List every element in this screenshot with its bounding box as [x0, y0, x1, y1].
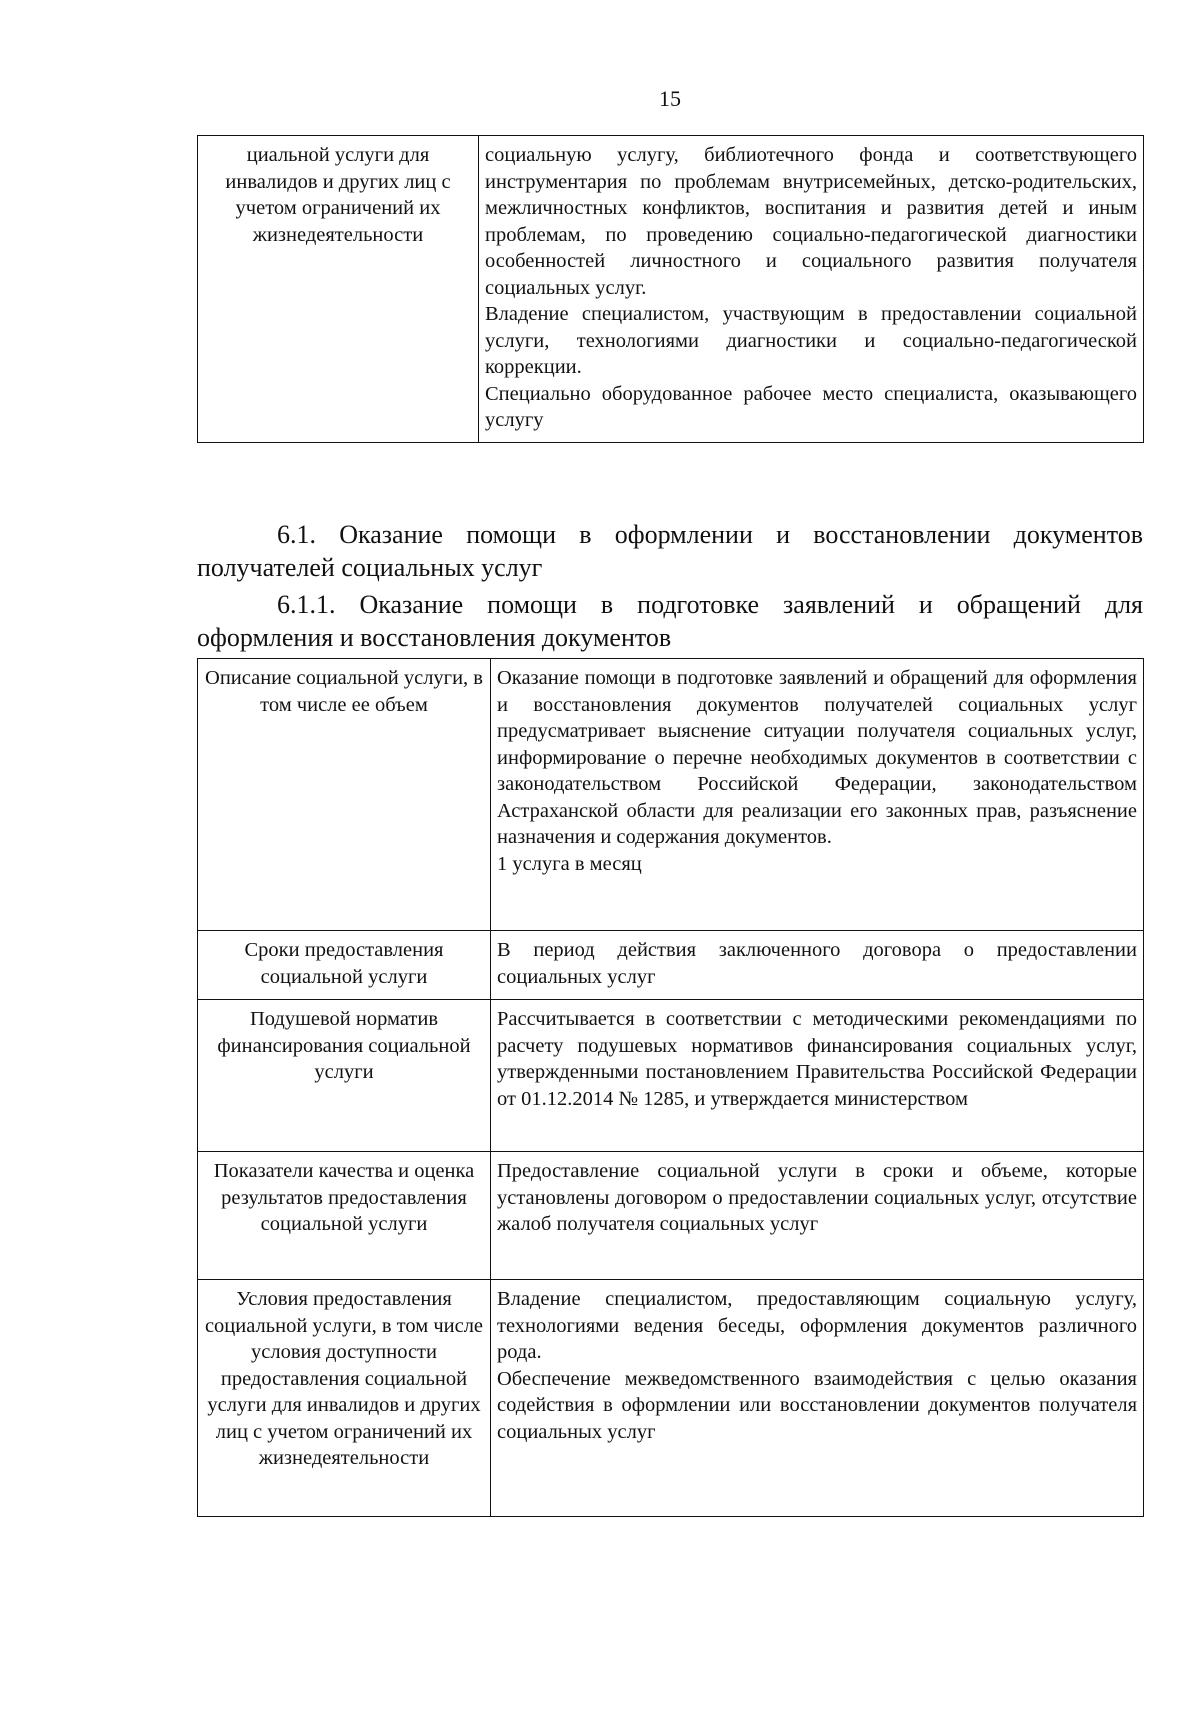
- table-row: [198, 1280, 1144, 1517]
- content-paragraph: Владение специалистом, участвующим в предоставлении социальной услуги, технологиями диагностики и социально-педагогической коррекции.: [485, 303, 1137, 378]
- table-row: [198, 136, 1144, 443]
- row-content-cell: [491, 931, 1144, 1000]
- row-content-cell: [491, 1152, 1144, 1280]
- page-number: 15: [659, 86, 681, 111]
- row-label-cell: циальной услуги для инвалидов и других лиц с учетом ограничений их жизнедеятельности: [198, 136, 479, 443]
- table-row: [198, 1000, 1144, 1152]
- row-label-cell: Описание социальной услуги, в том числе ее объем: [198, 659, 491, 931]
- table-row: [198, 931, 1144, 1000]
- row-label-cell: Подушевой норматив финансирования социальной услуги: [198, 1000, 491, 1152]
- row-label-cell: Условия предоставления социальной услуги, в том числе условия доступности предоставления социальной услуги для инвалидов и других лиц с учетом ограничений их жизнедеятельности: [198, 1280, 491, 1517]
- content-paragraph: 1 услуга в месяц: [497, 852, 642, 875]
- content-paragraph: В период действия заключенного договора о предоставлении социальных услуг: [497, 939, 1137, 988]
- content-paragraph: Рассчитывается в соответствии с методическими рекомендациями по расчету подушевых нормативов финансирования социальных услуг, утвержденными постановлением Правительства Российской Федерации от 01.12.2014 № 1285, и утверждается министерством: [497, 1008, 1137, 1110]
- content-paragraph: Предоставление социальной услуги в сроки и объеме, которые установлены договором о предоставлении социальных услуг, отсутствие жалоб получателя социальных услуг: [497, 1160, 1137, 1235]
- content-paragraph: Владение специалистом, предоставляющим социальную услугу, технологиями ведения беседы, оформления документов различного рода.: [497, 1288, 1137, 1363]
- row-content-cell: [491, 1000, 1144, 1152]
- row-content-cell: [491, 659, 1144, 931]
- table-row: [198, 1152, 1144, 1280]
- content-paragraph: Специально оборудованное рабочее место специалиста, оказывающего услугу: [485, 382, 1137, 431]
- content-paragraph: социальную услугу, библиотечного фонда и соответствующего инструментария по проблемам внутрисемейных, детско-родительских, межличностных конфликтов, воспитания и развития детей и иным проблемам, по проведению социально-педагогической диагностики особенностей личностного и социального развития получателя социальных услуг.: [485, 144, 1137, 299]
- content-paragraph: Оказание помощи в подготовке заявлений и обращений для оформления и восстановления документов получателей социальных услуг предусматривает выяснение ситуации получателя социальных услуг, информирование о перечне необходимых документов в соответствии с законодательством Российской Федерации, законодательством Астраханской области для реализации его законных прав, разъяснение назначения и содержания документов.: [497, 667, 1137, 848]
- row-content-cell: [479, 136, 1144, 443]
- content-paragraph: Обеспечение межведомственного взаимодействия с целью оказания содействия в оформлении или восстановлении документов получателя социальных услуг: [497, 1367, 1137, 1443]
- section-heading-6-1-1: 6.1.1. Оказание помощи в подготовке заявлений и обращений для оформления и восстановления документов: [197, 590, 1143, 652]
- row-content-cell: [491, 1280, 1144, 1517]
- service-table: [197, 658, 1144, 1517]
- row-label-cell: Сроки предоставления социальной услуги: [198, 931, 491, 1000]
- table-row: [198, 659, 1144, 931]
- row-label-cell: Показатели качества и оценка результатов предоставления социальной услуги: [198, 1152, 491, 1280]
- section-heading-6-1: 6.1. Оказание помощи в оформлении и восстановлении документов получателей социальных услуг: [197, 520, 1143, 582]
- continuation-table: [197, 135, 1144, 443]
